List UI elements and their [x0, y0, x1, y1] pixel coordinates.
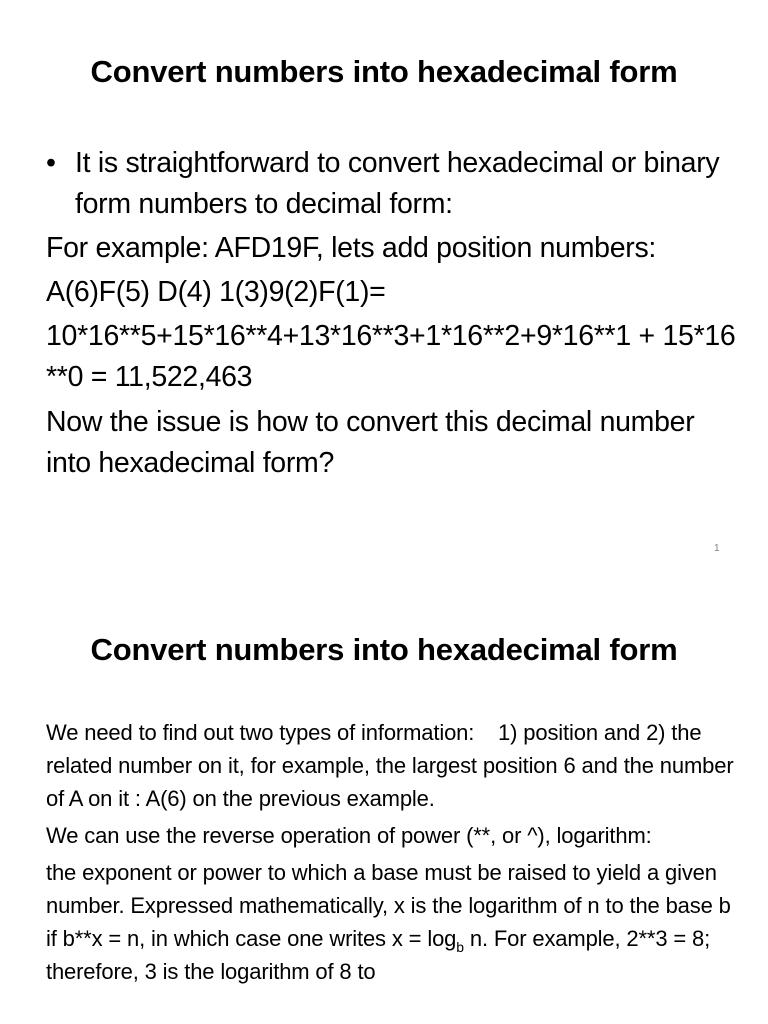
- slide-body: [46, 716, 746, 988]
- expression-line: [46, 316, 746, 398]
- expression-text: 10*16**5+15*16**4+13*16**3+1*16**2+9*16**1 + 15*16**0 = 11,522,463: [46, 320, 736, 393]
- slide-title: Convert numbers into hexadecimal form: [90, 632, 678, 667]
- paragraph-logarithm-definition: [46, 856, 746, 988]
- paragraph-reverse-operation: We can use the reverse operation of power (**, or ^), logarithm:: [46, 823, 652, 848]
- slide-2: [0, 576, 768, 1024]
- bullet-text: It is straightforward to convert hexadecimal or binary form numbers to decimal form:: [75, 147, 720, 220]
- bullet-item: [46, 143, 746, 225]
- logarithm-definition-text: the exponent or power to which a base must be raised to yield a given number. Expressed mathematically, x is the logarithm of n to the base b if b**x = n, in which case one writes x = log: [46, 860, 731, 951]
- issue-line: Now the issue is how to convert this decimal number into hexadecimal form?: [46, 406, 695, 479]
- page-number: 1: [714, 543, 720, 554]
- slide-body: [46, 143, 746, 484]
- log-base-subscript: b: [456, 939, 464, 955]
- positions-line: A(6)F(5) D(4) 1(3)9(2)F(1)=: [46, 276, 386, 308]
- slide-title: Convert numbers into hexadecimal form: [90, 54, 678, 89]
- logarithm-example-text: n. For example, 2**3 = 8; therefore, 3 is the logarithm of 8 to: [46, 926, 711, 984]
- example-line: For example: AFD19F, lets add position numbers:: [46, 232, 657, 264]
- paragraph-info-types: We need to find out two types of information: 1) position and 2) the related number on it, for example, the largest position 6 and the number of A on it : A(6) on the previous example.: [46, 720, 740, 811]
- bullet-icon: •: [46, 147, 56, 179]
